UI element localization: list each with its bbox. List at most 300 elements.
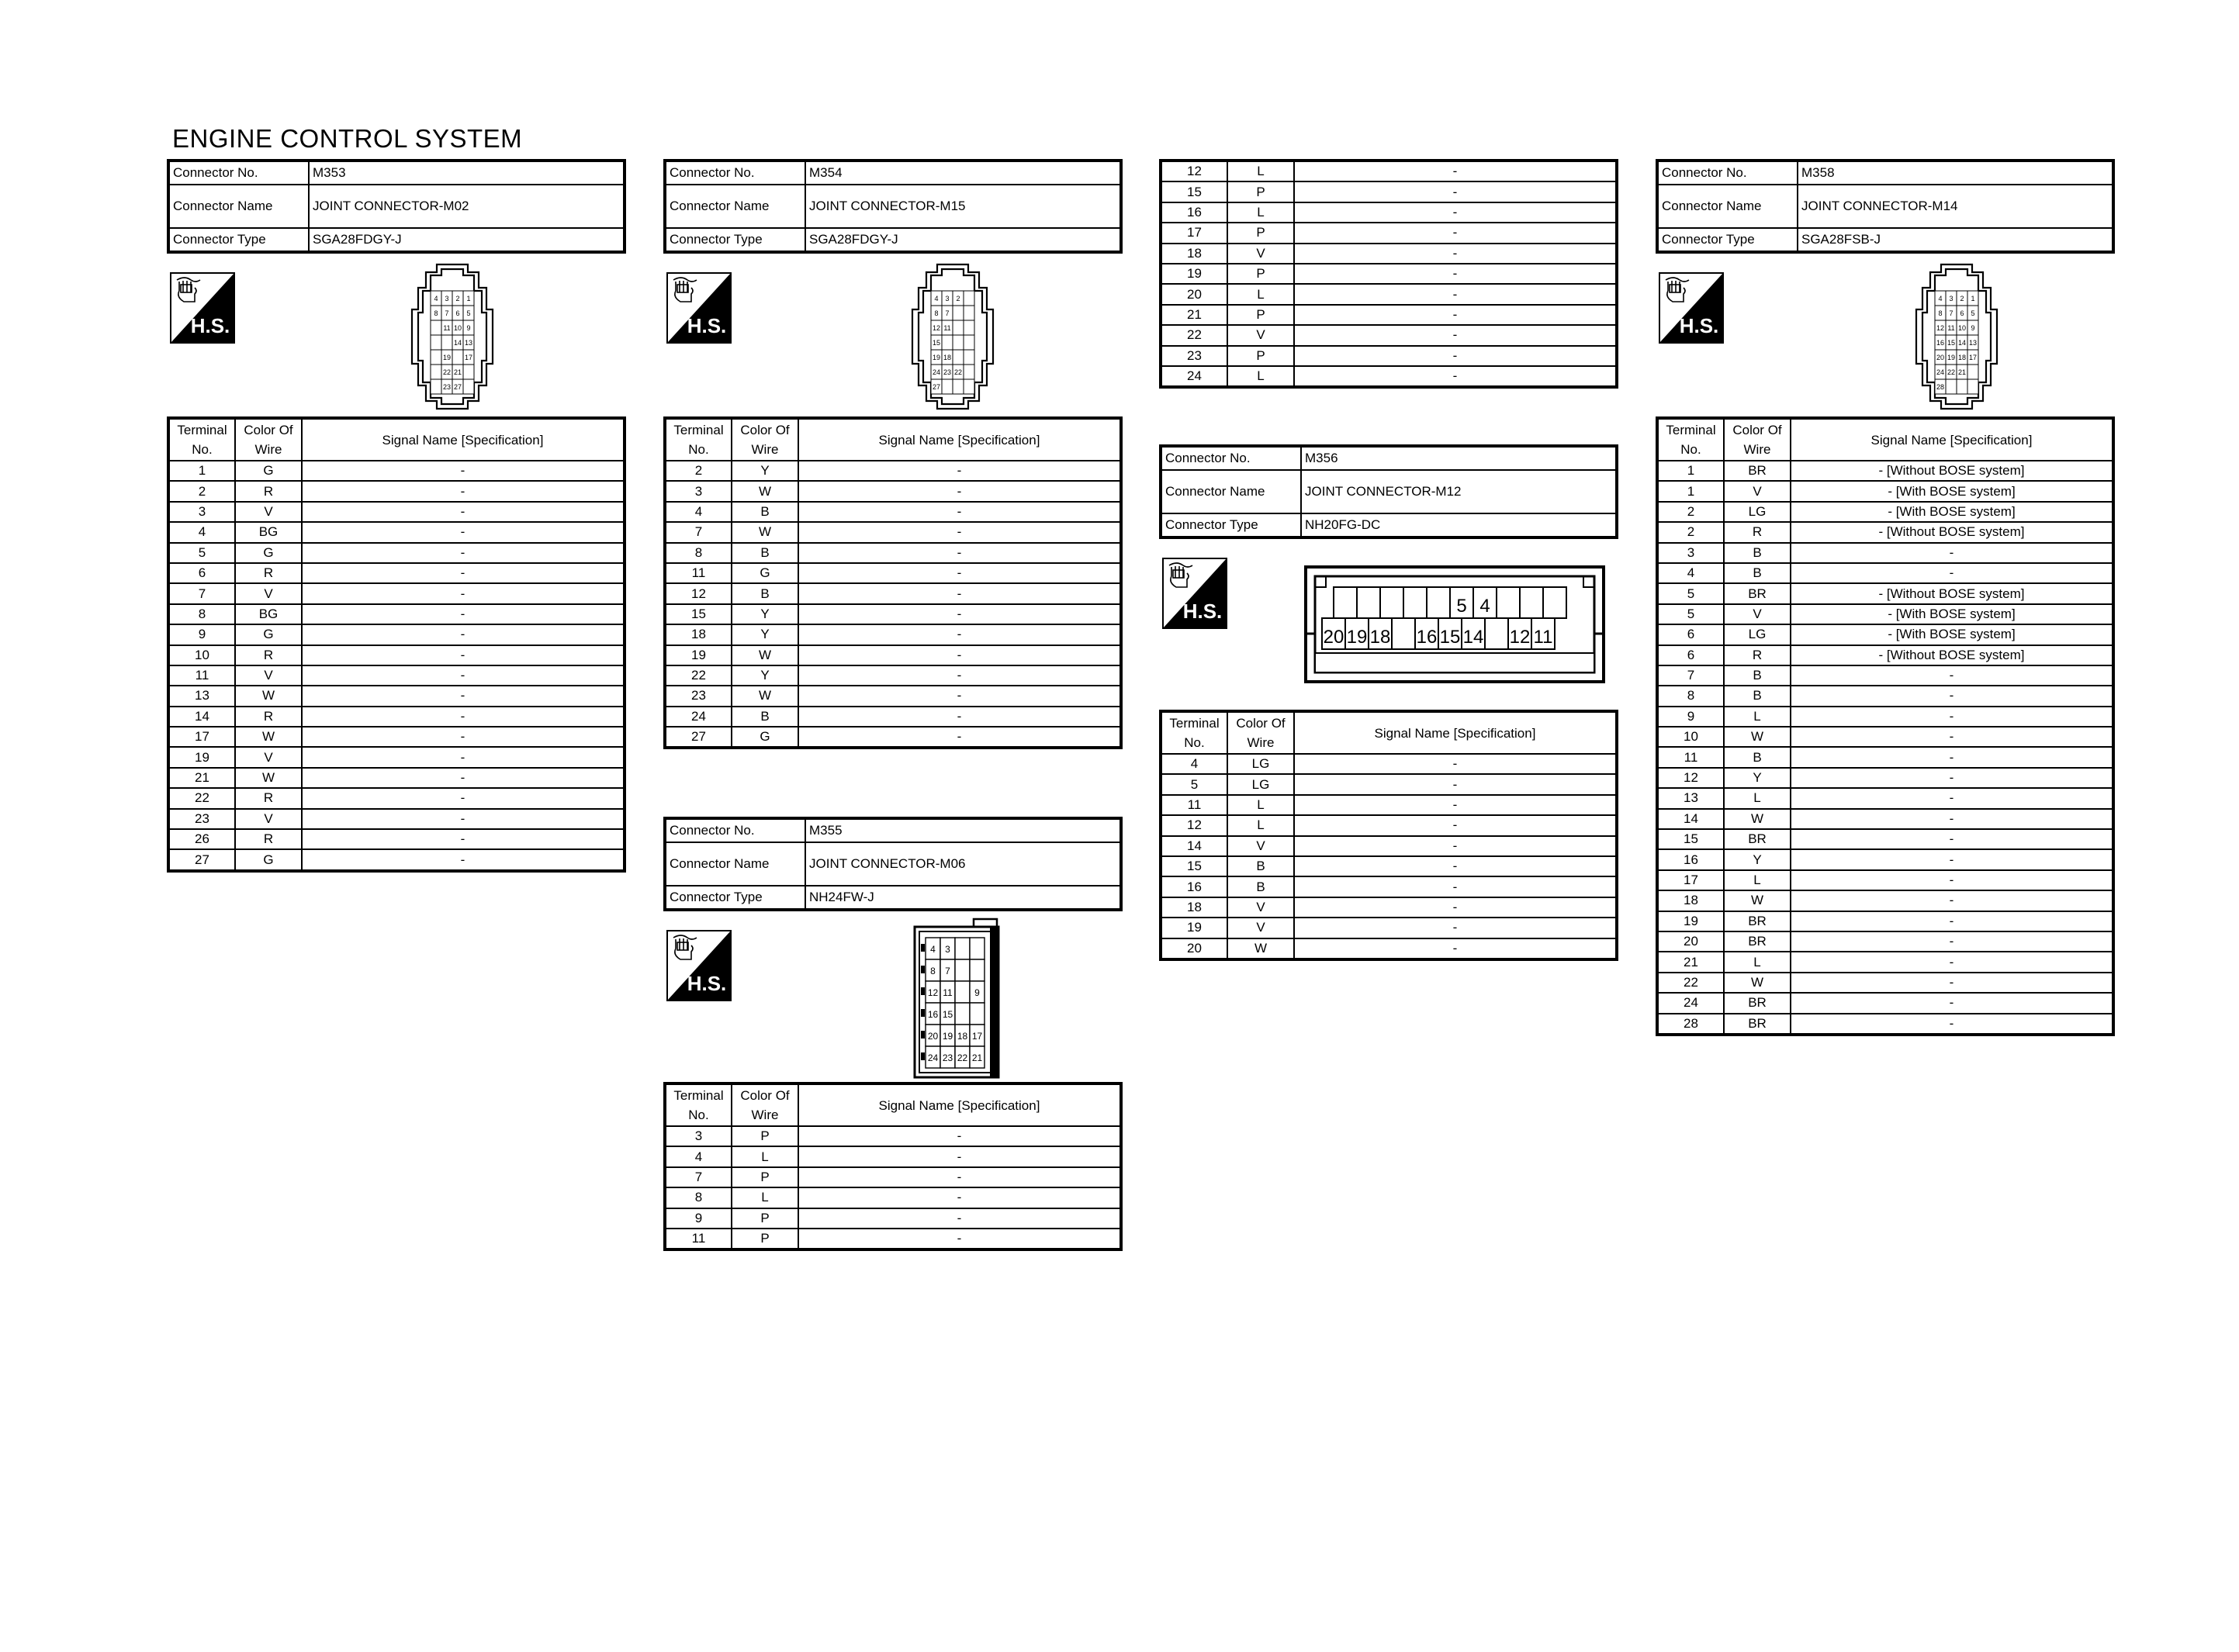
- terminal-no-cell: 22: [1161, 325, 1227, 345]
- table-row: [1657, 665, 2113, 686]
- pin-cavity: [953, 320, 964, 335]
- table-row: [665, 1208, 1121, 1229]
- connector-no-value: M356: [1301, 446, 1617, 470]
- table-row: [1161, 325, 1617, 345]
- signal-name-cell: -: [1791, 829, 2113, 849]
- wire-color-cell: G: [235, 624, 302, 645]
- table-row: [1161, 795, 1617, 815]
- table-row: [1657, 727, 2113, 747]
- wire-color-cell: Y: [732, 604, 798, 624]
- pin-cavity: [1497, 587, 1520, 618]
- signal-name-cell: -: [1294, 918, 1617, 938]
- harness-side-icon: [170, 272, 235, 344]
- table-row: [168, 707, 625, 727]
- pin-label: 4: [434, 295, 438, 302]
- connector-type-value: SGA28FSB-J: [1798, 228, 2113, 252]
- signal-name-cell: - [Without BOSE system]: [1791, 583, 2113, 603]
- terminal-no-cell: 28: [1657, 1014, 1724, 1035]
- pin-label: 7: [945, 309, 950, 317]
- pin-cavity: [1485, 618, 1508, 649]
- terminal-no-cell: 17: [1161, 223, 1227, 243]
- wire-color-cell: P: [732, 1126, 798, 1146]
- terminal-no-cell: 1: [1657, 461, 1724, 481]
- connector-figure: [663, 911, 1123, 1082]
- table-row: [665, 665, 1121, 686]
- pin-label: 2: [956, 295, 960, 302]
- table-row: [168, 747, 625, 767]
- wire-color-cell: BR: [1724, 829, 1791, 849]
- table-row: [1657, 522, 2113, 542]
- terminal-no-cell: 19: [1657, 911, 1724, 931]
- pin-label: 3: [945, 295, 950, 302]
- signal-name-cell: -: [798, 583, 1121, 603]
- connector-face-diagram: [908, 260, 998, 413]
- wire-color-cell: G: [732, 727, 798, 748]
- wire-color-cell: P: [732, 1229, 798, 1249]
- connector-face-diagram: [912, 916, 1003, 1080]
- pin-label: 22: [957, 1052, 968, 1063]
- table-row: [1161, 161, 1617, 181]
- table-row: [168, 686, 625, 706]
- terminal-no-cell: 3: [1657, 543, 1724, 563]
- signal-name-cell: -: [302, 461, 625, 481]
- latch-tab: [921, 944, 925, 952]
- wire-color-cell: B: [732, 583, 798, 603]
- latch-tab: [921, 966, 925, 973]
- wire-color-cell: W: [235, 727, 302, 747]
- hs-label: H.S.: [687, 314, 727, 337]
- pin-label: 23: [442, 383, 452, 391]
- pin-label: 15: [1439, 627, 1461, 648]
- terminal-no-cell: 15: [1657, 829, 1724, 849]
- signal-name-cell: - [With BOSE system]: [1791, 502, 2113, 522]
- pin-label: 5: [1971, 309, 1975, 317]
- wire-color-cell: B: [1724, 686, 1791, 706]
- terminal-no-cell: 18: [1161, 244, 1227, 264]
- terminal-no-cell: 23: [1161, 346, 1227, 366]
- signal-name-cell: -: [1791, 727, 2113, 747]
- connector-info-table: [1656, 159, 2115, 254]
- pin-label: 12: [1509, 627, 1531, 648]
- signal-name-cell: -: [798, 1187, 1121, 1208]
- wire-color-cell: W: [1227, 938, 1294, 959]
- terminal-no-cell: 10: [1657, 727, 1724, 747]
- terminal-no-cell: 11: [168, 665, 235, 686]
- terminal-no-cell: 7: [1657, 665, 1724, 686]
- pin-label: 24: [927, 1052, 939, 1063]
- pin-label: 20: [1936, 354, 1945, 361]
- pin-label: 8: [934, 309, 939, 317]
- pin-label: 14: [1462, 627, 1484, 648]
- pin-label: 8: [434, 309, 438, 317]
- wire-color-cell: R: [235, 829, 302, 849]
- wire-color-cell: V: [235, 502, 302, 522]
- terminal-no-header: Terminal No.: [168, 418, 235, 461]
- terminal-no-cell: 4: [665, 1146, 732, 1166]
- terminal-no-cell: 21: [1657, 952, 1724, 972]
- signal-name-cell: -: [798, 645, 1121, 665]
- connector-m355-continued-section: [1159, 159, 1618, 389]
- pin-label: 13: [464, 339, 473, 347]
- latch-tab: [921, 987, 925, 995]
- signal-name-cell: -: [302, 809, 625, 829]
- terminal-no-cell: 2: [665, 461, 732, 481]
- pin-label: 4: [1479, 596, 1490, 617]
- signal-name-cell: -: [1294, 876, 1617, 897]
- terminal-no-cell: 7: [168, 583, 235, 603]
- table-row: [168, 481, 625, 501]
- table-row: [1161, 305, 1617, 325]
- signal-name-cell: -: [302, 563, 625, 583]
- terminal-no-cell: 22: [168, 788, 235, 808]
- wire-color-cell: LG: [1724, 624, 1791, 645]
- connector-name-label: Connector Name: [665, 842, 805, 886]
- connector-name-label: Connector Name: [665, 185, 805, 228]
- pin-label: 27: [453, 383, 462, 391]
- connector-m354-section: [663, 159, 1123, 749]
- terminal-no-cell: 14: [1657, 809, 1724, 829]
- table-row: [168, 461, 625, 481]
- pin-label: 21: [1957, 368, 1967, 376]
- signal-name-cell: -: [1791, 809, 2113, 829]
- table-row: [1161, 366, 1617, 387]
- connector-no-label: Connector No.: [1161, 446, 1301, 470]
- wire-color-cell: Y: [732, 665, 798, 686]
- table-row: [1657, 543, 2113, 563]
- hs-label: H.S.: [1182, 600, 1223, 623]
- terminal-no-cell: 9: [665, 1208, 732, 1229]
- terminal-no-cell: 4: [665, 502, 732, 522]
- terminal-no-cell: 5: [1161, 774, 1227, 794]
- table-row: [665, 522, 1121, 542]
- signal-name-cell: -: [798, 665, 1121, 686]
- wire-color-cell: Y: [1724, 849, 1791, 869]
- table-row: [1657, 973, 2113, 993]
- table-row: [665, 1126, 1121, 1146]
- signal-name-cell: - [Without BOSE system]: [1791, 645, 2113, 665]
- signal-name-cell: -: [1791, 768, 2113, 788]
- signal-name-cell: -: [1294, 325, 1617, 345]
- terminal-no-cell: 9: [168, 624, 235, 645]
- connector-type-label: Connector Type: [665, 886, 805, 910]
- table-row: [1657, 890, 2113, 911]
- signal-name-cell: -: [1791, 686, 2113, 706]
- terminal-no-cell: 24: [665, 707, 732, 727]
- connector-type-label: Connector Type: [168, 228, 309, 252]
- pin-cavity: [964, 291, 974, 306]
- terminal-no-cell: 8: [168, 604, 235, 624]
- pin-label: 16: [1936, 339, 1945, 347]
- terminal-no-cell: 19: [1161, 264, 1227, 284]
- connector-type-value: SGA28FDGY-J: [309, 228, 625, 252]
- pin-label: 3: [945, 944, 950, 955]
- wire-color-cell: R: [235, 707, 302, 727]
- terminal-no-cell: 8: [665, 1187, 732, 1208]
- table-row: [1657, 502, 2113, 522]
- terminal-no-cell: 11: [1161, 795, 1227, 815]
- pin-label: 16: [927, 1009, 939, 1020]
- wire-color-cell: L: [1227, 202, 1294, 223]
- table-row: [665, 543, 1121, 563]
- signal-name-cell: -: [1294, 161, 1617, 181]
- terminal-table: [1159, 710, 1618, 961]
- terminal-no-cell: 4: [1161, 754, 1227, 774]
- table-row: [1657, 481, 2113, 501]
- pin-label: 6: [1960, 309, 1964, 317]
- wire-color-cell: BG: [235, 522, 302, 542]
- wire-color-cell: G: [235, 543, 302, 563]
- pin-label: 19: [1346, 627, 1368, 648]
- pin-label: 20: [927, 1031, 939, 1042]
- pin-label: 19: [942, 1031, 953, 1042]
- pin-label: 2: [455, 295, 460, 302]
- signal-name-header: Signal Name [Specification]: [798, 1083, 1121, 1126]
- pin-label: 7: [945, 966, 950, 976]
- terminal-no-cell: 3: [168, 502, 235, 522]
- table-row: [1161, 202, 1617, 223]
- wire-color-cell: L: [1227, 815, 1294, 835]
- connector-type-value: SGA28FDGY-J: [805, 228, 1121, 252]
- signal-name-cell: -: [302, 543, 625, 563]
- pin-cavity: [964, 335, 974, 350]
- signal-name-cell: - [Without BOSE system]: [1791, 461, 2113, 481]
- table-row: [1161, 815, 1617, 835]
- terminal-table: [1656, 416, 2115, 1036]
- signal-name-cell: -: [798, 522, 1121, 542]
- pin-label: 12: [927, 987, 939, 998]
- pin-cavity: [441, 335, 452, 350]
- pin-cavity: [431, 365, 441, 379]
- table-row: [1657, 707, 2113, 727]
- terminal-table: [663, 416, 1123, 749]
- table-row: [168, 502, 625, 522]
- pin-label: 1: [466, 295, 471, 302]
- connector-info-table: [663, 159, 1123, 254]
- wire-color-cell: L: [1227, 366, 1294, 387]
- wire-color-cell: W: [1724, 727, 1791, 747]
- connector-name-value: JOINT CONNECTOR-M12: [1301, 470, 1617, 513]
- wire-color-cell: W: [732, 686, 798, 706]
- connector-no-value: M354: [805, 161, 1121, 185]
- table-row: [665, 1167, 1121, 1187]
- pin-label: 21: [971, 1052, 983, 1063]
- signal-name-cell: -: [798, 481, 1121, 501]
- connector-name-label: Connector Name: [1657, 185, 1798, 228]
- signal-name-cell: -: [798, 1126, 1121, 1146]
- pin-label: 24: [1936, 368, 1945, 376]
- terminal-no-cell: 11: [1657, 747, 1724, 767]
- terminal-no-cell: 6: [168, 563, 235, 583]
- pin-label: 18: [1369, 627, 1391, 648]
- wire-color-cell: P: [1227, 305, 1294, 325]
- wire-color-cell: B: [732, 502, 798, 522]
- table-row: [168, 788, 625, 808]
- wire-color-cell: L: [1227, 795, 1294, 815]
- terminal-no-cell: 26: [168, 829, 235, 849]
- signal-name-cell: -: [302, 645, 625, 665]
- signal-name-cell: -: [302, 747, 625, 767]
- wire-color-cell: V: [1724, 481, 1791, 501]
- pin-label: 10: [453, 324, 462, 332]
- table-row: [1657, 911, 2113, 931]
- signal-name-cell: -: [798, 604, 1121, 624]
- signal-name-cell: -: [1294, 836, 1617, 856]
- pin-label: 19: [1947, 354, 1956, 361]
- signal-name-cell: -: [1791, 849, 2113, 869]
- signal-name-cell: -: [302, 829, 625, 849]
- latch-tab: [921, 1031, 925, 1039]
- table-row: [168, 604, 625, 624]
- wire-color-cell: R: [1724, 522, 1791, 542]
- wire-color-cell: Y: [732, 624, 798, 645]
- terminal-no-cell: 19: [665, 645, 732, 665]
- terminal-no-cell: 7: [665, 522, 732, 542]
- table-row: [168, 849, 625, 870]
- terminal-no-cell: 1: [168, 461, 235, 481]
- terminal-no-cell: 16: [1161, 876, 1227, 897]
- terminal-no-cell: 17: [168, 727, 235, 747]
- pin-label: 4: [1938, 295, 1943, 302]
- pin-label: 14: [453, 339, 462, 347]
- wire-color-cell: L: [1227, 161, 1294, 181]
- signal-name-cell: -: [1294, 346, 1617, 366]
- wire-color-cell: W: [1724, 809, 1791, 829]
- terminal-no-cell: 4: [168, 522, 235, 542]
- pin-cavity: [1403, 587, 1427, 618]
- table-row: [665, 563, 1121, 583]
- pin-label: 1: [1971, 295, 1975, 302]
- wire-color-cell: V: [1227, 918, 1294, 938]
- terminal-no-cell: 15: [665, 604, 732, 624]
- page-title: ENGINE CONTROL SYSTEM: [172, 124, 523, 153]
- connector-info-table: [663, 817, 1123, 911]
- hs-label: H.S.: [190, 314, 230, 337]
- wire-color-cell: L: [1227, 284, 1294, 304]
- signal-name-cell: -: [1791, 543, 2113, 563]
- pin-cavity: [942, 335, 953, 350]
- pin-cavity: [463, 379, 474, 394]
- signal-name-cell: -: [1791, 707, 2113, 727]
- connector-name-value: JOINT CONNECTOR-M06: [805, 842, 1121, 886]
- signal-name-cell: -: [1791, 973, 2113, 993]
- table-row: [1657, 604, 2113, 624]
- wire-color-cell: V: [1227, 836, 1294, 856]
- signal-name-cell: -: [798, 1146, 1121, 1166]
- signal-name-cell: -: [302, 583, 625, 603]
- pin-cavity: [953, 350, 964, 365]
- harness-side-icon-graphic: [666, 930, 732, 1001]
- pin-cavity: [431, 379, 441, 394]
- terminal-no-cell: 1: [1657, 481, 1724, 501]
- signal-name-cell: -: [1294, 284, 1617, 304]
- table-row: [168, 522, 625, 542]
- terminal-no-cell: 3: [665, 1126, 732, 1146]
- table-row: [168, 543, 625, 563]
- pin-cavity: [1380, 587, 1403, 618]
- connector-no-label: Connector No.: [1657, 161, 1798, 185]
- terminal-no-cell: 12: [665, 583, 732, 603]
- terminal-no-cell: 13: [1657, 788, 1724, 808]
- connector-m353-section: [167, 159, 626, 873]
- wire-color-cell: B: [1724, 563, 1791, 583]
- terminal-no-cell: 27: [665, 727, 732, 748]
- table-row: [1161, 223, 1617, 243]
- pin-label: 9: [466, 324, 471, 332]
- pin-label: 17: [464, 354, 473, 361]
- table-row: [1657, 870, 2113, 890]
- signal-name-cell: -: [302, 481, 625, 501]
- wire-color-cell: W: [1724, 890, 1791, 911]
- table-row: [665, 1146, 1121, 1166]
- pin-label: 17: [1968, 354, 1978, 361]
- connector-figure: [167, 254, 626, 416]
- harness-side-icon: [1659, 272, 1724, 344]
- signal-name-cell: -: [1791, 747, 2113, 767]
- pin-label: 28: [1936, 383, 1945, 391]
- pin-label: 22: [1947, 368, 1956, 376]
- terminal-no-cell: 17: [1657, 870, 1724, 890]
- wire-color-cell: G: [235, 849, 302, 870]
- pin-cavity: [964, 379, 974, 394]
- connector-figure: [663, 254, 1123, 416]
- table-row: [665, 502, 1121, 522]
- terminal-no-cell: 22: [1657, 973, 1724, 993]
- connector-base: [1315, 653, 1594, 672]
- wire-color-cell: B: [1724, 665, 1791, 686]
- terminal-no-cell: 12: [1161, 161, 1227, 181]
- terminal-no-cell: 23: [168, 809, 235, 829]
- signal-name-cell: -: [302, 624, 625, 645]
- signal-name-header: Signal Name [Specification]: [1791, 418, 2113, 461]
- signal-name-cell: -: [302, 665, 625, 686]
- table-row: [1657, 1014, 2113, 1035]
- terminal-no-cell: 19: [1161, 918, 1227, 938]
- signal-name-cell: -: [302, 522, 625, 542]
- pin-label: 23: [943, 368, 952, 376]
- signal-name-cell: -: [798, 686, 1121, 706]
- signal-name-cell: - [With BOSE system]: [1791, 604, 2113, 624]
- signal-name-cell: -: [1791, 890, 2113, 911]
- wire-color-cell: W: [732, 481, 798, 501]
- terminal-no-cell: 19: [168, 747, 235, 767]
- terminal-no-cell: 6: [1657, 645, 1724, 665]
- terminal-table: [663, 1082, 1123, 1251]
- connector-type-label: Connector Type: [1161, 513, 1301, 537]
- wire-color-cell: P: [1227, 264, 1294, 284]
- table-row: [1161, 774, 1617, 794]
- signal-name-cell: -: [1791, 952, 2113, 972]
- connector-name-value: JOINT CONNECTOR-M14: [1798, 185, 2113, 228]
- connector-no-value: M353: [309, 161, 625, 185]
- terminal-no-cell: 2: [1657, 522, 1724, 542]
- pin-cavity: [970, 938, 985, 959]
- table-row: [1161, 836, 1617, 856]
- connector-face-diagram: [1303, 564, 1607, 685]
- connector-info-table: [1159, 444, 1618, 539]
- signal-name-cell: -: [1294, 181, 1617, 202]
- wire-color-cell: V: [1227, 897, 1294, 918]
- terminal-table: [167, 416, 626, 873]
- latch-tab: [921, 1052, 925, 1060]
- pin-label: 16: [1416, 627, 1438, 648]
- pin-label: 4: [930, 944, 936, 955]
- signal-name-cell: -: [302, 788, 625, 808]
- table-row: [168, 645, 625, 665]
- connector-name-label: Connector Name: [168, 185, 309, 228]
- signal-name-cell: -: [302, 604, 625, 624]
- wire-color-cell: V: [1227, 244, 1294, 264]
- pin-label: 19: [932, 354, 941, 361]
